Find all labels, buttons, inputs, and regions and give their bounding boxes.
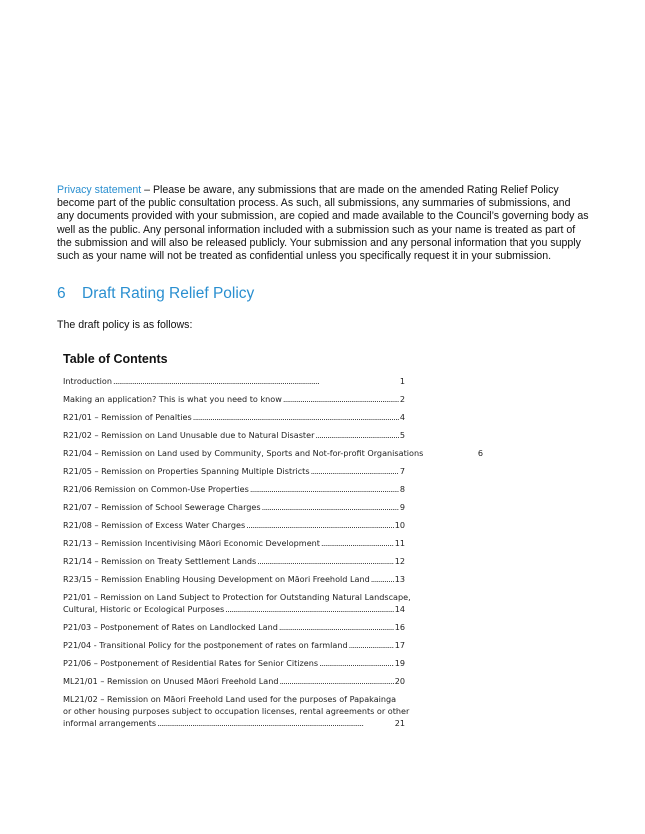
toc-entry[interactable]	[63, 639, 405, 651]
toc-entry[interactable]	[63, 657, 405, 669]
toc-entry[interactable]	[63, 393, 405, 405]
toc-leader	[371, 573, 394, 585]
toc-entry-page: 4	[399, 412, 405, 422]
toc-entry-text: or other housing purposes subject to occupation licenses, rental agreements or other	[63, 706, 410, 716]
toc-leader	[257, 555, 393, 567]
toc-entry-page: 16	[394, 622, 405, 632]
toc-entry-text: P21/03 – Postponement of Rates on Landlocked Land	[63, 622, 278, 632]
toc-entry-text: R21/04 – Remission on Land used by Community, Sports and Not-for-profit Organisations	[63, 448, 424, 458]
toc-leader	[246, 519, 394, 531]
toc-entry[interactable]	[63, 591, 411, 615]
toc-entry-page: 17	[394, 640, 405, 650]
toc-entry-page: 9	[399, 502, 405, 512]
toc-entry-text: Introduction	[63, 376, 113, 386]
toc-leader	[279, 621, 394, 633]
toc-entry-page: 19	[394, 658, 405, 668]
toc-entry[interactable]	[63, 465, 405, 477]
toc-entry[interactable]	[63, 411, 405, 423]
toc-entry-page: 5	[399, 430, 405, 440]
section-title: Draft Rating Relief Policy	[82, 285, 255, 302]
toc-leader	[262, 501, 399, 513]
toc-entry-text: informal arrangements	[63, 718, 157, 728]
toc-title: Table of Contents	[63, 352, 168, 366]
toc-leader	[349, 639, 394, 651]
toc-entry[interactable]	[63, 693, 410, 729]
toc-entry[interactable]	[63, 573, 405, 585]
toc-leader	[193, 411, 399, 423]
toc-leader	[113, 375, 399, 387]
toc-entry-text: P21/04 - Transitional Policy for the postponement of rates on farmland	[63, 640, 348, 650]
toc-leader	[315, 429, 398, 441]
toc-entry-page: 2	[399, 394, 405, 404]
toc-leader	[283, 393, 399, 405]
toc-entry-page: 8	[399, 484, 405, 494]
toc-entry-text: Cultural, Historic or Ecological Purposes	[63, 604, 225, 614]
toc-leader	[225, 603, 394, 615]
toc-entry[interactable]	[63, 621, 405, 633]
section-number: 6	[57, 285, 66, 302]
toc-entry[interactable]	[63, 537, 405, 549]
toc-entry-page: 7	[399, 466, 405, 476]
toc-entry-text: R21/05 – Remission on Properties Spanning Multiple Districts	[63, 466, 310, 476]
toc-entry-text: R21/06 Remission on Common-Use Properties	[63, 484, 249, 494]
toc-leader	[250, 483, 399, 495]
toc-entry-text: R21/13 – Remission Incentivising Māori Economic Development	[63, 538, 320, 548]
toc-entry-page: 1	[399, 376, 405, 386]
toc-entry-page: 21	[394, 718, 405, 728]
toc-entry-page: 12	[394, 556, 405, 566]
toc-entry[interactable]	[63, 501, 405, 513]
toc-entry-page: 13	[394, 574, 405, 584]
toc-entry[interactable]	[63, 447, 483, 459]
toc-entry-text: R21/02 – Remission on Land Unusable due to Natural Disaster	[63, 430, 315, 440]
toc-entry-text: R21/08 – Remission of Excess Water Charges	[63, 520, 246, 530]
toc-entry[interactable]	[63, 375, 405, 387]
toc-entry-text: Making an application? This is what you need to know	[63, 394, 282, 404]
toc-entry-text: R21/14 – Remission on Treaty Settlement Lands	[63, 556, 257, 566]
toc-entry-page: 14	[394, 604, 405, 614]
toc-entry-text: R23/15 – Remission Enabling Housing Development on Māori Freehold Land	[63, 574, 370, 584]
section-heading	[57, 285, 254, 303]
toc-entry[interactable]	[63, 675, 405, 687]
toc-leader	[311, 465, 399, 477]
toc-entry[interactable]	[63, 555, 405, 567]
toc-entry-page: 20	[394, 676, 405, 686]
toc-entry-text: ML21/02 – Remission on Māori Freehold Land used for the purposes of Papakainga	[63, 694, 397, 704]
toc-entry-text: ML21/01 – Remission on Unused Māori Freehold Land	[63, 676, 279, 686]
section-intro: The draft policy is as follows:	[57, 319, 193, 331]
toc-entry-text: R21/07 – Remission of School Sewerage Charges	[63, 502, 261, 512]
toc-entry-page: 6	[477, 448, 483, 458]
privacy-statement-lead: Privacy statement	[57, 184, 142, 196]
toc-entry[interactable]	[63, 519, 405, 531]
toc-entry-text: R21/01 – Remission of Penalties	[63, 412, 192, 422]
toc-entry-page: 10	[394, 520, 405, 530]
toc-leader	[157, 717, 394, 729]
toc-leader	[321, 537, 394, 549]
toc-leader	[319, 657, 394, 669]
toc-entry-text: P21/01 – Remission on Land Subject to Protection for Outstanding Natural Landscape,	[63, 592, 411, 602]
privacy-statement	[57, 184, 590, 263]
toc-entry-text: P21/06 – Postponement of Residential Rates for Senior Citizens	[63, 658, 319, 668]
toc-leader	[279, 675, 393, 687]
toc-entry[interactable]	[63, 483, 405, 495]
toc-entry[interactable]	[63, 429, 405, 441]
privacy-statement-body: – Please be aware, any submissions that are made on the amended Rating Relief Policy become part of the public consultation process. As such, all submissions, any summaries of submissions, and any documents provided with your submission, are copied and made available to the Council’s governing body as well as the public. Any personal information included with a submission such as your name is treated as part of the submission and will also be released publicly. Your submission and any personal information that you supply such as your name will not be treated as confidential unless you specifically request it in your submission.	[57, 184, 589, 263]
toc-entry-page: 11	[394, 538, 405, 548]
